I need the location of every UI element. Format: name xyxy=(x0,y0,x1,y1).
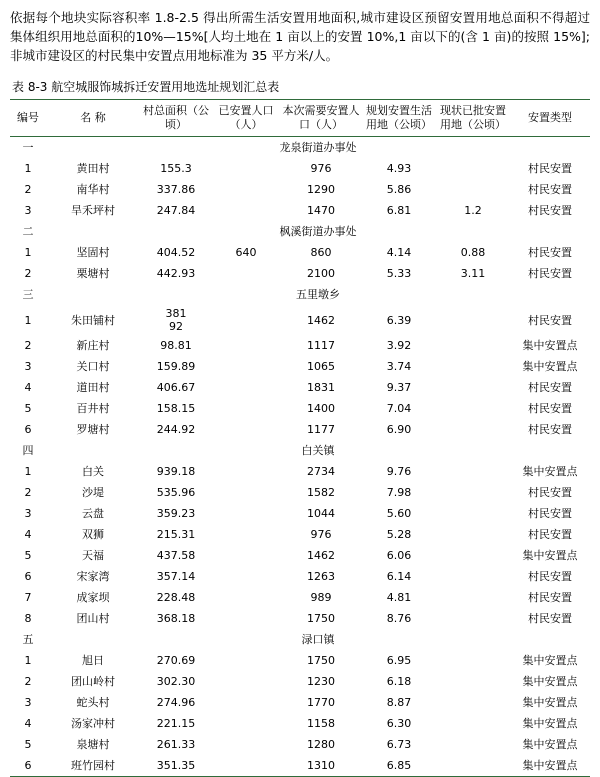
row-planned-land: 6.73 xyxy=(386,738,412,751)
row-category: 村民安置 xyxy=(528,423,572,436)
row-name: 云盘 xyxy=(82,507,104,520)
section-id: 二 xyxy=(22,225,34,238)
row-category: 集中安置点 xyxy=(522,738,578,751)
row-approved-land xyxy=(436,356,510,377)
table-header-row xyxy=(10,100,590,137)
row-id: 4 xyxy=(24,528,32,541)
row-settled-population xyxy=(212,692,280,713)
row-name: 汤家冲村 xyxy=(71,717,115,730)
section-id: 四 xyxy=(22,444,34,457)
row-id: 1 xyxy=(24,246,32,259)
row-settled-population xyxy=(212,524,280,545)
row-settled-population xyxy=(212,419,280,440)
row-name: 成家坝 xyxy=(76,591,110,604)
table-row xyxy=(10,545,590,566)
row-id: 8 xyxy=(24,612,32,625)
row-planned-land: 6.81 xyxy=(386,204,412,217)
row-name: 白关 xyxy=(82,465,104,478)
row-settled-population xyxy=(212,356,280,377)
row-village-area: 247.84 xyxy=(156,204,196,217)
row-settled-population xyxy=(212,263,280,284)
row-name: 黄田村 xyxy=(76,162,110,175)
row-approved-land xyxy=(436,650,510,671)
row-approved-land xyxy=(436,713,510,734)
row-planned-land: 6.90 xyxy=(386,423,412,436)
row-planned-land: 4.93 xyxy=(386,162,412,175)
row-name: 宋家湾 xyxy=(76,570,110,583)
row-village-area: 159.89 xyxy=(156,360,196,373)
row-approved-land xyxy=(436,179,510,200)
row-approved-land xyxy=(436,524,510,545)
row-settled-population xyxy=(212,461,280,482)
row-category: 集中安置点 xyxy=(522,339,578,352)
table-row xyxy=(10,305,590,335)
table-row xyxy=(10,650,590,671)
row-settled-population xyxy=(212,566,280,587)
row-need-population: 976 xyxy=(310,528,332,541)
table-row xyxy=(10,377,590,398)
row-category: 集中安置点 xyxy=(522,654,578,667)
row-planned-land: 6.06 xyxy=(386,549,412,562)
table-row xyxy=(10,482,590,503)
row-need-population: 1117 xyxy=(307,339,335,352)
row-category: 村民安置 xyxy=(528,528,572,541)
row-planned-land: 3.74 xyxy=(386,360,412,373)
row-settled-population xyxy=(212,755,280,777)
row-settled-population xyxy=(212,482,280,503)
row-approved-land xyxy=(436,671,510,692)
row-category: 村民安置 xyxy=(528,267,572,280)
row-village-area: 228.48 xyxy=(156,591,196,604)
row-need-population: 1750 xyxy=(307,654,335,667)
row-approved-land xyxy=(436,566,510,587)
row-category: 集中安置点 xyxy=(522,549,578,562)
row-planned-land: 7.04 xyxy=(386,402,412,415)
row-category: 村民安置 xyxy=(528,381,572,394)
header-category: 安置类型 xyxy=(510,100,590,137)
header-id: 编号 xyxy=(10,100,46,137)
header-approved-land: 现状已批安置用地（公顷） xyxy=(436,100,510,137)
row-id: 3 xyxy=(24,696,32,709)
row-need-population: 1400 xyxy=(307,402,335,415)
table-section-row xyxy=(10,629,590,650)
row-approved-land xyxy=(436,461,510,482)
row-village-area: 98.81 xyxy=(160,339,192,352)
table-row xyxy=(10,398,590,419)
row-name: 旭日 xyxy=(82,654,104,667)
row-category: 村民安置 xyxy=(528,570,572,583)
row-category: 村民安置 xyxy=(528,183,572,196)
row-village-area: 368.18 xyxy=(156,612,196,625)
table-row xyxy=(10,734,590,755)
row-id: 1 xyxy=(24,313,32,327)
row-need-population: 1462 xyxy=(307,549,335,562)
row-need-population: 1177 xyxy=(307,423,335,436)
row-village-area: 215.31 xyxy=(156,528,196,541)
row-approved-land: 3.11 xyxy=(460,267,486,280)
row-planned-land: 6.18 xyxy=(386,675,412,688)
table-row xyxy=(10,461,590,482)
section-label: 白关镇 xyxy=(301,444,335,457)
resettlement-table xyxy=(10,99,590,777)
row-name: 班竹园村 xyxy=(46,755,140,777)
row-id: 3 xyxy=(24,507,32,520)
row-planned-land: 9.76 xyxy=(386,465,412,478)
row-id: 2 xyxy=(24,675,32,688)
row-name: 关口村 xyxy=(76,360,110,373)
section-id: 五 xyxy=(22,633,34,646)
row-id: 1 xyxy=(24,654,32,667)
row-approved-land xyxy=(436,419,510,440)
row-planned-land: 7.98 xyxy=(386,486,412,499)
row-id: 1 xyxy=(24,162,32,175)
row-settled-population xyxy=(212,713,280,734)
row-settled-population xyxy=(212,587,280,608)
row-village-area: 337.86 xyxy=(156,183,196,196)
row-id: 4 xyxy=(24,717,32,730)
row-village-area: 381 92 xyxy=(165,307,187,333)
row-planned-land: 5.60 xyxy=(386,507,412,520)
row-category: 集中安置点 xyxy=(522,675,578,688)
table-row xyxy=(10,158,590,179)
table-header xyxy=(10,100,590,137)
section-label: 五里墩乡 xyxy=(296,288,340,301)
row-category: 集中安置点 xyxy=(522,696,578,709)
section-id: 一 xyxy=(22,141,34,154)
section-label: 龙泉街道办事处 xyxy=(279,141,357,154)
row-id: 5 xyxy=(24,549,32,562)
row-planned-land: 5.33 xyxy=(386,267,412,280)
row-planned-land: 9.37 xyxy=(386,381,412,394)
row-village-area: 261.33 xyxy=(156,738,196,751)
row-name: 泉塘村 xyxy=(76,738,110,751)
row-category: 村民安置 xyxy=(528,204,572,217)
row-approved-land xyxy=(436,692,510,713)
table-row xyxy=(10,566,590,587)
table-row xyxy=(10,608,590,629)
row-approved-land xyxy=(436,587,510,608)
row-id: 3 xyxy=(24,360,32,373)
header-name: 名 称 xyxy=(46,100,140,137)
row-approved-land xyxy=(436,482,510,503)
row-need-population: 976 xyxy=(310,162,332,175)
row-name: 沙堤 xyxy=(82,486,104,499)
row-id: 2 xyxy=(24,267,32,280)
section-id: 三 xyxy=(22,288,34,301)
row-need-population: 1290 xyxy=(307,183,335,196)
row-category: 村民安置 xyxy=(528,591,572,604)
row-settled-population xyxy=(212,545,280,566)
row-village-area: 351.35 xyxy=(140,755,212,777)
row-name: 旱禾坪村 xyxy=(71,204,115,217)
row-id: 6 xyxy=(24,570,32,583)
row-planned-land: 6.39 xyxy=(386,313,412,327)
row-village-area: 404.52 xyxy=(156,246,196,259)
row-approved-land xyxy=(436,503,510,524)
row-village-area: 302.30 xyxy=(156,675,196,688)
row-village-area: 406.67 xyxy=(156,381,196,394)
table-row xyxy=(10,419,590,440)
row-name: 南华村 xyxy=(76,183,110,196)
row-need-population: 2734 xyxy=(307,465,335,478)
row-need-population: 1158 xyxy=(307,717,335,730)
row-need-population: 1582 xyxy=(307,486,335,499)
row-category: 村民安置 xyxy=(528,486,572,499)
row-name: 道田村 xyxy=(76,381,110,394)
row-name: 坚固村 xyxy=(76,246,110,259)
row-category: 村民安置 xyxy=(528,507,572,520)
row-need-population: 1230 xyxy=(307,675,335,688)
row-name: 团山村 xyxy=(76,612,110,625)
row-need-population: 1263 xyxy=(307,570,335,583)
table-section-row xyxy=(10,221,590,242)
row-village-area: 270.69 xyxy=(156,654,196,667)
row-planned-land: 6.14 xyxy=(386,570,412,583)
row-need-population: 2100 xyxy=(307,267,335,280)
table-row xyxy=(10,335,590,356)
intro-paragraph: 依据每个地块实际容积率 1.8-2.5 得出所需生活安置用地面积,城市建设区预留安置用地总面积不得超过集体组织用地总面积的10%—15%[人均土地在 1 亩以上的安置 10%,1 亩以下的(含 1 亩)的按照 15%];非城市建设区的村民集中安置点用地标准为 35 平方米/人。 xyxy=(10,10,590,63)
row-village-area: 535.96 xyxy=(156,486,196,499)
row-planned-land: 8.76 xyxy=(386,612,412,625)
row-planned-land: 6.95 xyxy=(386,654,412,667)
table-row xyxy=(10,671,590,692)
row-village-area: 274.96 xyxy=(156,696,196,709)
row-approved-land xyxy=(436,755,510,777)
row-village-area: 437.58 xyxy=(156,549,196,562)
row-village-area: 442.93 xyxy=(156,267,196,280)
row-id: 5 xyxy=(24,402,32,415)
table-row xyxy=(10,356,590,377)
table-section-row xyxy=(10,284,590,305)
row-need-population: 1470 xyxy=(307,204,335,217)
row-name: 新庄村 xyxy=(76,339,110,352)
row-name: 朱田铺村 xyxy=(71,313,115,327)
row-id: 2 xyxy=(24,339,32,352)
row-planned-land: 6.85 xyxy=(362,755,436,777)
row-category: 集中安置点 xyxy=(522,465,578,478)
row-name: 天福 xyxy=(82,549,104,562)
row-name: 栗塘村 xyxy=(76,267,110,280)
table-row xyxy=(10,200,590,221)
row-settled-population xyxy=(212,158,280,179)
table-row xyxy=(10,263,590,284)
header-village-area: 村总面积（公顷） xyxy=(140,100,212,137)
row-settled-population xyxy=(212,179,280,200)
row-category: 村民安置 xyxy=(528,313,572,327)
table-row xyxy=(10,755,590,777)
row-settled-population xyxy=(212,734,280,755)
row-planned-land: 5.28 xyxy=(386,528,412,541)
row-village-area: 357.14 xyxy=(156,570,196,583)
row-planned-land: 4.81 xyxy=(386,591,412,604)
row-category: 村民安置 xyxy=(528,246,572,259)
table-row xyxy=(10,587,590,608)
table-row xyxy=(10,242,590,263)
row-approved-land: 1.2 xyxy=(464,204,482,217)
row-settled-population xyxy=(212,200,280,221)
row-name: 双狮 xyxy=(82,528,104,541)
row-category: 集中安置点 xyxy=(510,755,590,777)
row-settled-population xyxy=(212,398,280,419)
table-row xyxy=(10,713,590,734)
row-category: 集中安置点 xyxy=(522,717,578,730)
table-caption: 表 8-3 航空城服饰城拆迁安置用地选址规划汇总表 xyxy=(12,80,280,94)
row-approved-land: 0.88 xyxy=(460,246,486,259)
row-settled-population xyxy=(212,377,280,398)
row-id: 6 xyxy=(24,423,32,436)
row-id: 2 xyxy=(24,183,32,196)
header-settled-population: 已安置人口（人） xyxy=(212,100,280,137)
table-row xyxy=(10,524,590,545)
row-settled-population xyxy=(212,503,280,524)
row-name: 百井村 xyxy=(76,402,110,415)
row-need-population: 1280 xyxy=(307,738,335,751)
row-approved-land xyxy=(436,545,510,566)
row-village-area: 244.92 xyxy=(156,423,196,436)
section-label: 渌口镇 xyxy=(301,633,335,646)
row-id: 4 xyxy=(24,381,32,394)
row-settled-population xyxy=(212,650,280,671)
header-planned-land: 规划安置生活用地（公顷） xyxy=(362,100,436,137)
row-planned-land: 8.87 xyxy=(386,696,412,709)
row-approved-land xyxy=(436,335,510,356)
row-need-population: 1831 xyxy=(307,381,335,394)
row-approved-land xyxy=(436,377,510,398)
row-planned-land: 6.30 xyxy=(386,717,412,730)
row-id: 6 xyxy=(10,755,46,777)
row-approved-land xyxy=(436,158,510,179)
row-settled-population: 640 xyxy=(235,246,257,259)
row-need-population: 1065 xyxy=(307,360,335,373)
row-planned-land: 5.86 xyxy=(386,183,412,196)
row-name: 蛇头村 xyxy=(76,696,110,709)
row-need-population: 1044 xyxy=(307,507,335,520)
row-approved-land xyxy=(436,398,510,419)
row-settled-population xyxy=(212,671,280,692)
row-id: 7 xyxy=(24,591,32,604)
row-need-population: 1770 xyxy=(307,696,335,709)
row-settled-population xyxy=(212,608,280,629)
row-category: 村民安置 xyxy=(528,612,572,625)
table-body xyxy=(10,137,590,777)
row-village-area: 939.18 xyxy=(156,465,196,478)
row-name: 罗塘村 xyxy=(76,423,110,436)
row-category: 村民安置 xyxy=(528,162,572,175)
row-need-population: 989 xyxy=(310,591,332,604)
row-planned-land: 4.14 xyxy=(386,246,412,259)
row-id: 1 xyxy=(24,465,32,478)
row-category: 集中安置点 xyxy=(522,360,578,373)
row-need-population: 860 xyxy=(310,246,332,259)
table-section-row xyxy=(10,440,590,461)
row-need-population: 1310 xyxy=(280,755,362,777)
row-approved-land xyxy=(436,734,510,755)
table-row xyxy=(10,692,590,713)
section-label: 枫溪街道办事处 xyxy=(279,225,357,238)
row-planned-land: 3.92 xyxy=(386,339,412,352)
row-village-area: 359.23 xyxy=(156,507,196,520)
row-village-area: 155.3 xyxy=(160,162,192,175)
row-approved-land xyxy=(436,608,510,629)
row-id: 3 xyxy=(24,204,32,217)
row-settled-population xyxy=(212,305,280,335)
table-row xyxy=(10,503,590,524)
row-id: 2 xyxy=(24,486,32,499)
row-village-area: 221.15 xyxy=(156,717,196,730)
row-settled-population xyxy=(212,335,280,356)
row-id: 5 xyxy=(24,738,32,751)
table-row xyxy=(10,179,590,200)
row-need-population: 1462 xyxy=(307,313,335,327)
row-approved-land xyxy=(436,305,510,335)
table-section-row xyxy=(10,137,590,159)
header-need-population: 本次需要安置人口（人） xyxy=(280,100,362,137)
row-category: 村民安置 xyxy=(528,402,572,415)
row-need-population: 1750 xyxy=(307,612,335,625)
row-village-area: 158.15 xyxy=(156,402,196,415)
row-name: 团山岭村 xyxy=(71,675,115,688)
